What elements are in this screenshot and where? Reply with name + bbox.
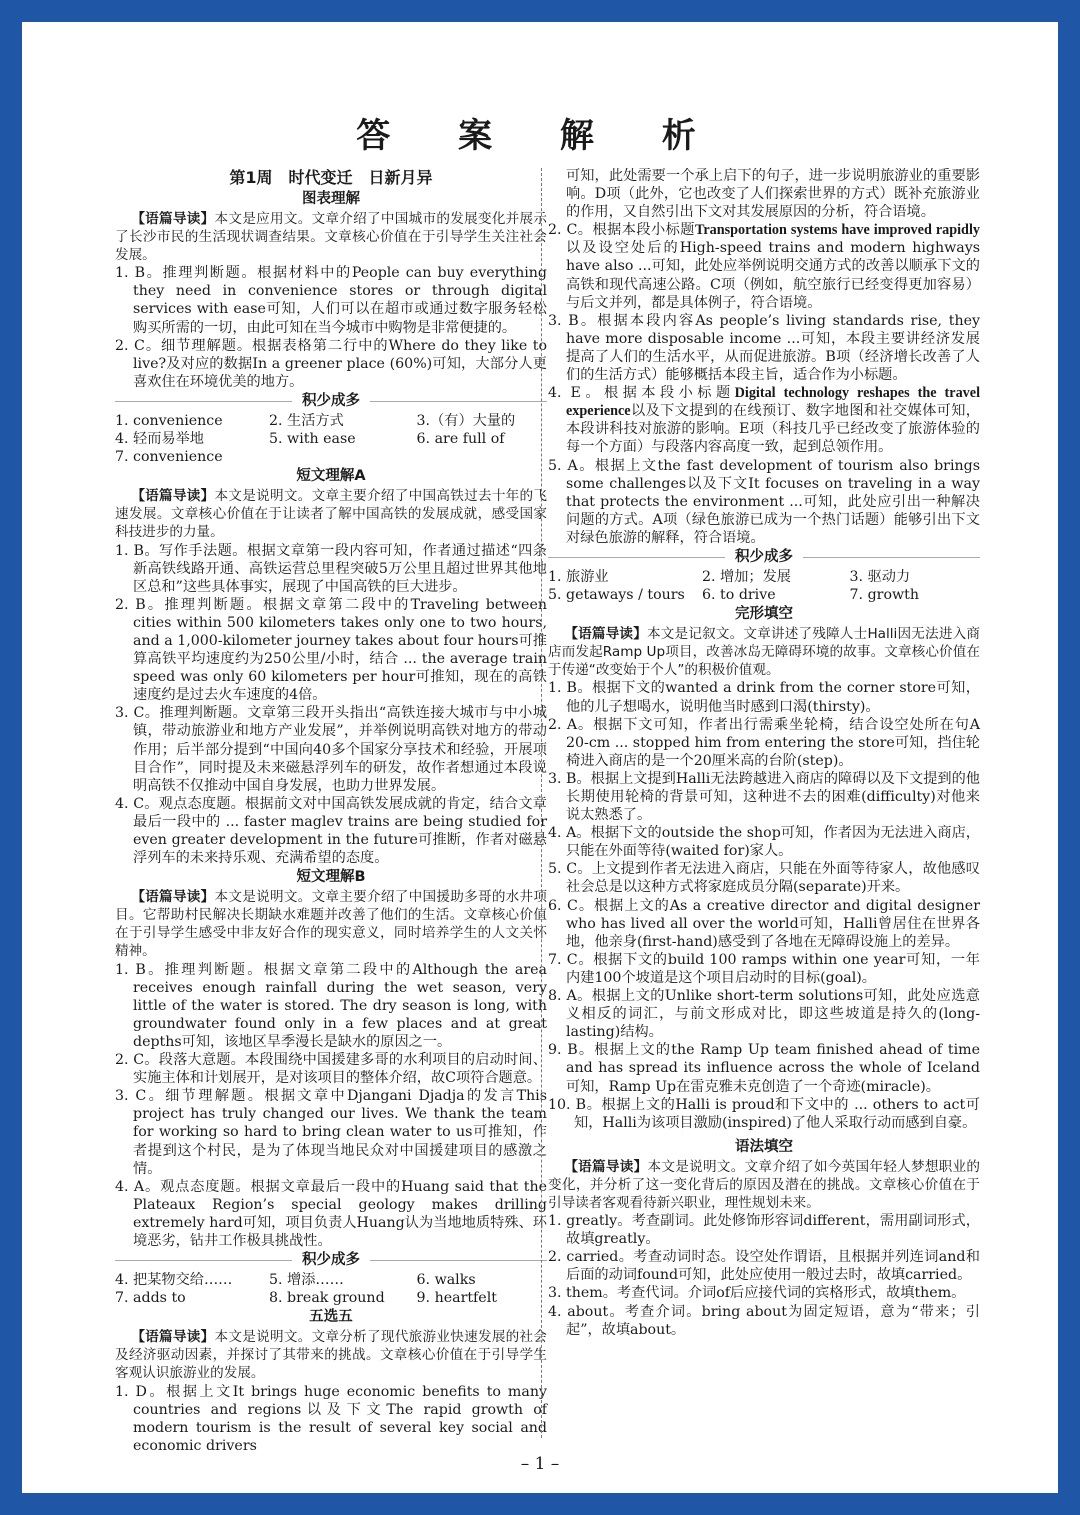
answer-item: 2. C。细节理解题。根据表格第二行中的Where do they like to live?及对应的数据In a greener place (60%)可知，大部分人更喜欢住在环境优美的地方。	[115, 337, 547, 390]
answer-item: 7. C。根据下文的build 100 ramps within one year可知，一年内建100个坡道是这个项目启动时的目标(goal)。	[548, 951, 980, 986]
vocabulary-heading: 积少成多	[115, 1251, 547, 1270]
vocab-item: 4. 把某物交给……	[115, 1272, 233, 1289]
vocab-item: 4. 轻而易举地	[115, 431, 204, 448]
answer-item: 3. them。考查代词。介词of后应接代词的宾格形式，故填them。	[548, 1285, 966, 1302]
vocab-item: 1. convenience	[115, 412, 223, 429]
vocab-item: 6. are full of	[416, 431, 505, 448]
answer-item: 1. D。根据上文It brings huge economic benefits to many countries and regions以及下文The rapid growth of modern tourism is the result of several key social and economic drivers	[115, 1383, 547, 1454]
answer-item: 1. B。写作手法题。根据文章第一段内容可知，作者通过描述“四条新高铁线路开通、高铁运营总里程突破5万公里且超过世界其他地区总和”这些具体事实，展现了中国高铁的巨大进步。	[115, 542, 547, 595]
right-column	[548, 167, 980, 1339]
page-title: 答 案 解 析	[356, 116, 724, 156]
answer-item: 2. carried。考查动词时态。设空处作谓语，且根据并列连词and和后面的动词found可知，此处应使用一般过去时，故填carried。	[548, 1249, 980, 1284]
vocab-item: 2. 生活方式	[269, 412, 344, 429]
vocab-item: 3.（有）大量的	[416, 412, 516, 429]
answer-item: 4. A。根据下文的outside the shop可知，作者因为无法进入商店，只能在外面等待(waited for)家人。	[548, 825, 980, 860]
answer-item: 1. B。根据下文的wanted a drink from the corner store可知，他的儿子想喝水，说明他当时感到口渴(thirsty)。	[548, 680, 980, 715]
section-heading-reading-a: 短文理解A	[115, 467, 547, 486]
guide-paragraph: 【语篇导读】本文是说明文。文章主要介绍了中国高铁过去十年的飞速发展。文章核心价值在于让读者了解中国高铁的发展成就，感受国家科技进步的力量。	[115, 488, 548, 541]
section-heading-cloze: 完形填空	[548, 605, 980, 624]
answer-continuation: 可知，此处需要一个承上启下的句子，进一步说明旅游业的重要影响。D项（此外，它也改变了人们探索世界的方式）既补充旅游业的作用，又自然引出下文对其发展原因的分析，符合语境。	[566, 168, 980, 221]
section-heading-seven-choice: 五选五	[115, 1308, 547, 1327]
week-header: 第1周 时代变迁 日新月异	[229, 168, 433, 187]
answer-item: 4. about。考查介词。bring about为固定短语，意为“带来；引起”，故填about。	[548, 1303, 980, 1338]
answer-item: 2. B。推理判断题。根据文章第二段中的Traveling between cities within 500 kilometers takes only one to two hours, and a 1,000-kilometer journey takes about four hours可推算高铁平均速度约为250公里/小时，结合 ... the average train speed was only 60 kilometers per hour可推知，现在的高铁速度约是过去火车速度的4倍。	[115, 596, 547, 704]
answer-item: 4. E。根据本段小标题Digital technology reshapes the travel experience以及下文提到的在线预订、数字地图和社交媒体可知，本段讲科技对旅游的影响。E项（科技几乎已经改变了旅游体验的每一个方面）与段落内容高度一致，起到总领作用。	[548, 385, 981, 456]
vocab-item: 9. heartfelt	[416, 1290, 497, 1307]
answer-item: 1. greatly。考查副词。此处修饰形容词different，需用副词形式，故填greatly。	[548, 1213, 980, 1248]
answer-item: 10. B。根据上文的Halli is proud和下文中的 ... others to act可知，Halli为该项目激励(inspired)了他人采取行动而感到自豪。	[548, 1096, 980, 1131]
section-heading-reading-b: 短文理解B	[115, 868, 547, 887]
vocab-item: 7. convenience	[115, 449, 223, 466]
guide-paragraph: 【语篇导读】本文是应用文。文章介绍了中国城市的发展变化并展示了长沙市民的生活现状调查结果。文章核心价值在于引导学生关注社会发展。	[115, 211, 548, 264]
answer-item: 5. C。上文提到作者无法进入商店，只能在外面等待家人，故他感叹社会总是以这种方式将家庭成员分隔(separate)开来。	[548, 861, 980, 896]
answer-item: 6. C。根据上文的As a creative director and digital designer who has lived all over the world可知，Halli曾居住在世界各地，他亲身(first-hand)感受到了各地在无障碍设施上的差异。	[548, 897, 980, 950]
vocab-item: 7. growth	[849, 587, 919, 604]
guide-paragraph: 【语篇导读】本文是说明文。文章分析了现代旅游业快速发展的社会及经济驱动因素，并探讨了其带来的挑战。文章核心价值在于引导学生客观认识旅游业的发展。	[115, 1329, 548, 1382]
vocab-item: 6. walks	[416, 1272, 476, 1289]
guide-paragraph: 【语篇导读】本文是记叙文。文章讲述了残障人士Halli因无法进入商店而发起Ramp Up项目，改善冰岛无障碍环境的故事。文章核心价值在于传递“改变始于个人”的积极价值观。	[548, 626, 980, 679]
vocab-item: 2. 增加；发展	[702, 568, 791, 585]
vocab-item: 7. adds to	[115, 1290, 186, 1307]
vocabulary-grid	[115, 412, 547, 466]
answer-item: 1. B。推理判断题。根据文章第二段中的Although the area receives enough rainfall during the wet season, very little of the water is stored. The dry season is long, with groundwater found only in a few places and at great depths可知，该地区旱季漫长是缺水的原因之一。	[115, 961, 547, 1050]
vocab-item: 5. getaways / tours	[548, 587, 685, 604]
section-heading-grammar: 语法填空	[548, 1138, 980, 1157]
vocabulary-grid	[548, 568, 980, 604]
vocabulary-heading: 积少成多	[548, 548, 980, 567]
answer-item: 2. C。根据本段小标题Transportation systems have improved rapidly以及设空处后的High-speed trains and modern highways have also ...可知，此处应举例说明交通方式的改善以顺承下文的高铁和现代高速公路。C项（例如，航空旅行已经变得更加容易）与后文并列，都是具体例子，符合语境。	[548, 222, 980, 311]
answer-item: 4. A。观点态度题。根据文章最后一段中的Huang said that the Plateaux Region’s special geology makes drilling extremely hard可知，项目负责人Huang认为当地地质特殊、环境恶劣，钻井工作极具挑战性。	[115, 1178, 547, 1249]
page-number: – 1 –	[520, 1454, 560, 1474]
guide-paragraph: 【语篇导读】本文是说明文。文章介绍了如今英国年轻人梦想职业的变化，并分析了这一变化背后的原因及潜在的挑战。文章核心价值在于引导读者客观看待新兴职业，理性规划未来。	[548, 1158, 981, 1211]
guide-paragraph: 【语篇导读】本文是说明文。文章主要介绍了中国援助多哥的水井项目。它帮助村民解决长期缺水难题并改善了他们的生活。文章核心价值在于引导学生感受中非友好合作的现实意义，同时培养学生的人文关怀精神。	[115, 889, 548, 960]
vocab-item: 5. with ease	[269, 431, 356, 448]
vocabulary-grid	[115, 1271, 547, 1307]
column-divider	[541, 168, 542, 1438]
left-column	[115, 167, 547, 1455]
vocab-item: 8. break ground	[269, 1290, 385, 1307]
answer-item: 3. C。细节理解题。根据文章中Djangani Djadja的发言This project has truly changed our lives. We thank the team for working so hard to bring clean water to us可推知，作者提到这个村民，是为了体现当地民众对中国援建项目的感激之情。	[115, 1088, 547, 1177]
vocab-item: 1. 旅游业	[548, 568, 609, 585]
vocab-item: 5. 增添……	[269, 1272, 344, 1289]
vocab-item: 3. 驱动力	[849, 568, 911, 585]
answer-item: 2. A。根据下文可知，作者出行需乘坐轮椅，结合设空处所在句A 20-cm ... stopped him from entering the store可知，挡住轮椅进入商店的是一个20厘米高的台阶(step)。	[548, 716, 980, 769]
answer-item: 1. B。推理判断题。根据材料中的People can buy everything they need in convenience stores or through digital services with ease可知，人们可以在超市或通过数字服务轻松购买所需的一切，由此可知在当今城市中购物是非常便捷的。	[115, 265, 547, 336]
answer-item: 3. C。推理判断题。文章第三段开头指出“高铁连接大城市与中小城镇，带动旅游业和地方产业发展”，并举例说明高铁对地方的带动作用；后半部分提到“中国向40多个国家分享技术和经验，开展项目合作”，同时提及未来磁悬浮列车的研发，故作者想通过本段说明高铁不仅推动中国自身发展，也助力世界发展。	[115, 705, 547, 794]
answer-item: 2. C。段落大意题。本段围绕中国援建多哥的水利项目的启动时间、实施主体和计划展开，是对该项目的整体介绍，故C项符合题意。	[115, 1052, 547, 1087]
vocabulary-heading: 积少成多	[115, 392, 547, 411]
answer-item: 8. A。根据上文的Unlike short-term solutions可知，此处应选意义相反的词汇，与前文形成对比，即这些坡道是持久的(long-lasting)结构。	[548, 988, 980, 1041]
answer-page	[22, 22, 1058, 1493]
answer-item: 4. C。观点态度题。根据前文对中国高铁发展成就的肯定，结合文章最后一段中的 ... faster maglev trains are being studied for even greater development in the future可推断，作者对磁悬浮列车的未来持乐观、充满希望的态度。	[115, 795, 547, 867]
vocab-item: 6. to drive	[702, 587, 776, 604]
answer-item: 9. B。根据上文的the Ramp Up team finished ahead of time and has spread its influence across the whole of Iceland可知，Ramp Up在雷克雅未克创造了一个奇迹(miracle)。	[548, 1042, 980, 1095]
answer-item: 3. B。根据上文提到Halli无法跨越进入商店的障碍以及下文提到的他长期使用轮椅的背景可知，这种进不去的困难(difficulty)对他来说太熟悉了。	[548, 770, 980, 824]
answer-item: 3. B。根据本段内容As people’s living standards rise, they have more disposable income ...可知，本段主要讲经济发展提高了人们的生活水平，从而促进旅游。B项（经济增长改善了人们的生活方式）能够概括本段主旨，适合作为小标题。	[548, 312, 980, 384]
answer-item: 5. A。根据上文the fast development of tourism also brings some challenges以及下文It focuses on traveling in a way that protects the environment ...可知，此处应引出一种解决问题的方式。A项（绿色旅游已成为一个热门话题）能够引出下文对绿色旅游的解释，符合语境。	[548, 457, 980, 546]
section-heading-chart: 图表理解	[115, 190, 547, 209]
